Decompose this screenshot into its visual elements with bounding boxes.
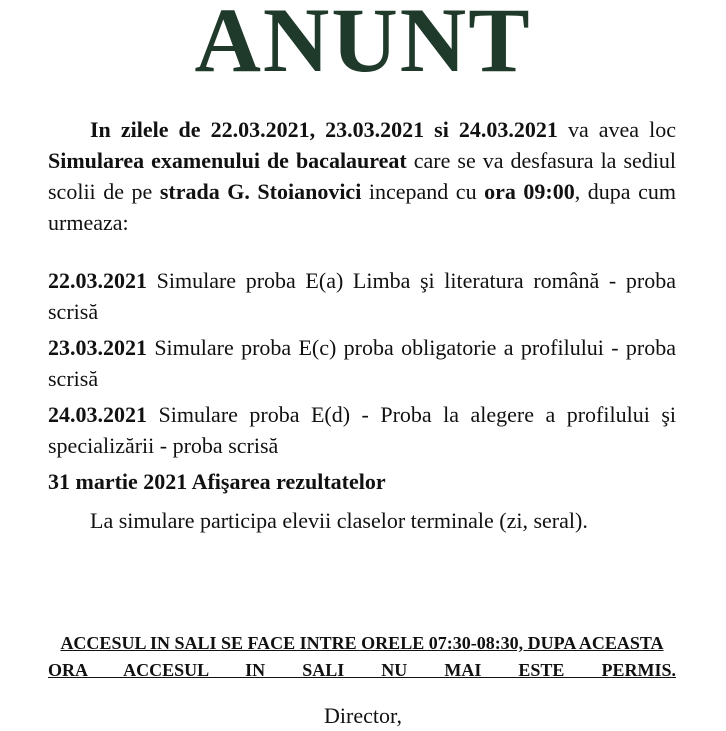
schedule-item: [48, 265, 676, 327]
schedule-item: [48, 332, 676, 394]
page-title: ANUNT: [194, 0, 532, 91]
schedule-text: Simulare proba E(d) - Proba la alegere a profilului şi specializării - proba scrisă: [48, 402, 676, 458]
results-text: 31 martie 2021 Afişarea rezultatelor: [48, 469, 386, 494]
intro-text-4: , dupa cum urmeaza:: [48, 179, 676, 235]
schedule-text: Simulare proba E(a) Limba şi literatura română - proba scrisă: [48, 268, 676, 324]
schedule-text: Simulare proba E(c) proba obligatorie a profilului - proba scrisă: [48, 335, 676, 391]
participants-paragraph: La simulare participa elevii claselor terminale (zi, seral).: [90, 508, 588, 533]
signature: Director,: [324, 703, 402, 728]
intro-text-2: care se va desfasura la sediul scolii de pe: [48, 148, 676, 204]
intro-text-1: va avea loc: [557, 117, 676, 142]
exam-name: Simularea examenului de bacalaureat: [48, 148, 407, 173]
results-line: [48, 466, 676, 497]
exam-time: ora 09:00: [484, 179, 575, 204]
schedule-item: [48, 399, 676, 461]
exam-dates: In zilele de 22.03.2021, 23.03.2021 si 24.03.2021: [90, 117, 558, 142]
schedule-date: 24.03.2021: [48, 402, 147, 427]
intro-paragraph: [48, 114, 676, 238]
schedule-date: 22.03.2021: [48, 268, 147, 293]
exam-location: strada G. Stoianovici: [159, 179, 362, 204]
intro-text-3: incepand cu: [361, 179, 485, 204]
schedule-date: 23.03.2021: [48, 335, 147, 360]
access-notice: ACCESUL IN SALI SE FACE INTRE ORELE 07:30-08:30, DUPA ACEASTA ORA ACCESUL IN SALI NU MAI ESTE PERMIS.: [48, 633, 676, 680]
